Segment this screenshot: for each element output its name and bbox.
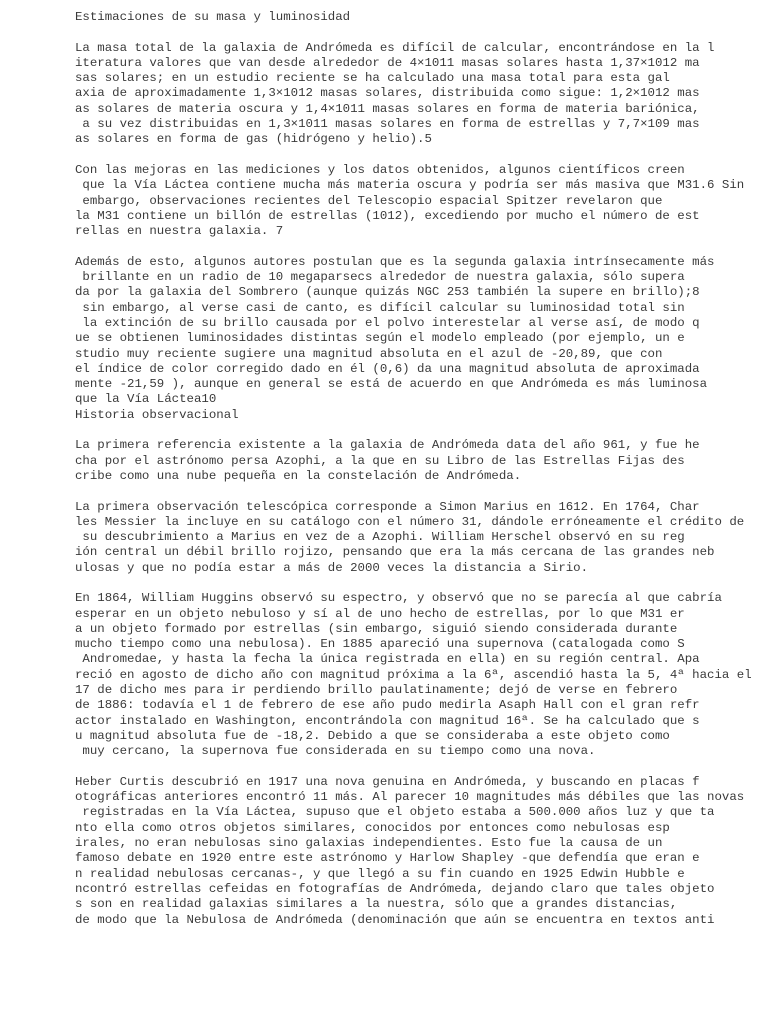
text-line: a su vez distribuidas en 1,3×1011 masas solares en forma de estrellas y 7,7×109 mas: [75, 117, 700, 132]
text-line: la M31 contiene un billón de estrellas (1012), excediendo por mucho el número de est: [75, 208, 700, 223]
text-line: En 1864, William Huggins observó su espectro, y observó que no se parecía al que cabría: [75, 591, 722, 606]
text-line: rellas en nuestra galaxia. 7: [75, 224, 284, 239]
document-body: [75, 10, 761, 943]
text-line: as solares en forma de gas (hidrógeno y helio).5: [75, 132, 432, 147]
paragraph-heading-masa: [75, 10, 761, 25]
text-line: irales, no eran nebulosas sino galaxias independientes. Esto fue la causa de un: [75, 836, 663, 851]
text-line: as solares de materia oscura y 1,4×1011 masas solares en forma de materia bariónica,: [75, 101, 700, 116]
paragraph-primera-observacion: [75, 500, 761, 576]
text-line: Estimaciones de su masa y luminosidad: [75, 10, 351, 24]
text-line: da por la galaxia del Sombrero (aunque quizás NGC 253 también la supere en brillo);8: [75, 285, 700, 300]
text-line: la extinción de su brillo causada por el polvo interestelar al verse así, de modo q: [75, 315, 700, 330]
text-line: studio muy reciente sugiere una magnitud absoluta en el azul de -20,89, que con: [75, 346, 663, 361]
text-line: La primera observación telescópica corresponde a Simon Marius en 1612. En 1764, Char: [75, 499, 700, 514]
text-line: les Messier la incluye en su catálogo con el número 31, dándole erróneamente el crédito de: [75, 514, 745, 529]
text-line: Además de esto, algunos autores postulan que es la segunda galaxia intrínsecamente más: [75, 254, 715, 269]
text-line: su descubrimiento a Marius en vez de a Azophi. William Herschel observó en su reg: [75, 530, 685, 545]
text-line: n realidad nebulosas cercanas-, y que llegó a su fin cuando en 1925 Edwin Hubble e: [75, 866, 685, 881]
text-line: ión central un débil brillo rojizo, pensando que era la más cercana de las grandes neb: [75, 545, 715, 560]
text-line: cha por el astrónomo persa Azophi, a la que en su Libro de las Estrellas Fijas des: [75, 453, 685, 468]
text-line: ulosas y que no podía estar a más de 2000 veces la distancia a Sirio.: [75, 560, 589, 575]
text-line: famoso debate en 1920 entre este astrónomo y Harlow Shapley -que defendía que eran e: [75, 851, 700, 866]
text-line: iteratura valores que van desde alrededor de 4×1011 masas solares hasta 1,37×1012 ma: [75, 55, 700, 70]
text-line: brillante en un radio de 10 megaparsecs alrededor de nuestra galaxia, sólo supera: [75, 270, 685, 285]
text-line: otográficas anteriores encontró 11 más. Al parecer 10 magnitudes más débiles que las novas: [75, 790, 745, 805]
text-line: esperar en un objeto nebuloso y sí al de uno hecho de estrellas, por lo que M31 er: [75, 606, 685, 621]
paragraph-mejoras: [75, 163, 761, 239]
paragraph-masa-total: [75, 41, 761, 148]
text-line: La primera referencia existente a la galaxia de Andrómeda data del año 961, y fue he: [75, 438, 700, 453]
text-line: ue se obtienen luminosidades distintas según el modelo empleado (por ejemplo, un e: [75, 331, 685, 346]
text-line: muy cercano, la supernova fue considerada en su tiempo como una nova.: [75, 744, 596, 759]
text-line: Con las mejoras en las mediciones y los datos obtenidos, algunos científicos creen: [75, 162, 685, 177]
paragraph-huggins: [75, 591, 761, 759]
text-line: Historia observacional: [75, 407, 239, 422]
text-line: actor instalado en Washington, encontrándola con magnitud 16ª. Se ha calculado que s: [75, 713, 700, 728]
text-line: Andromedae, y hasta la fecha la única registrada en ella) en su región central. Apa: [75, 652, 700, 667]
text-line: nto ella como otros objetos similares, conocidos por entonces como nebulosas esp: [75, 820, 670, 835]
text-line: el índice de color corregido dado en él (0,6) da una magnitud absoluta de aproximada: [75, 361, 700, 376]
text-line: mente -21,59 ), aunque en general se está de acuerdo en que Andrómeda es más luminosa: [75, 377, 708, 392]
paragraph-curtis: [75, 775, 761, 928]
text-line: que la Vía Láctea contiene mucha más materia oscura y podría ser más masiva que M31.6 Sin: [75, 178, 745, 193]
text-line: sin embargo, al verse casi de canto, es difícil calcular su luminosidad total sin: [75, 300, 685, 315]
text-line: de 1886: todavía el 1 de febrero de ese año pudo medirla Asaph Hall con el gran refr: [75, 698, 700, 713]
text-line: de modo que la Nebulosa de Andrómeda (denominación que aún se encuentra en textos anti: [75, 912, 715, 927]
paragraph-primera-referencia: [75, 438, 761, 484]
text-line: 17 de dicho mes para ir perdiendo brillo paulatinamente; dejó de verse en febrero: [75, 683, 678, 698]
text-line: axia de aproximadamente 1,3×1012 masas solares, distribuida como sigue: 1,2×1012 mas: [75, 86, 700, 101]
text-line: Heber Curtis descubrió en 1917 una nova genuina en Andrómeda, y buscando en placas f: [75, 774, 700, 789]
text-line: embargo, observaciones recientes del Telescopio espacial Spitzer revelaron que: [75, 193, 663, 208]
text-line: La masa total de la galaxia de Andrómeda es difícil de calcular, encontrándose en la l: [75, 40, 715, 55]
paragraph-ademas: [75, 255, 761, 423]
text-line: mucho tiempo como una nebulosa). En 1885 apareció una supernova (catalogada como S: [75, 637, 685, 652]
text-line: a un objeto formado por estrellas (sin embargo, siguió siendo considerada durante: [75, 621, 678, 636]
text-line: u magnitud absoluta fue de -18,2. Debido a que se consideraba a este objeto como: [75, 728, 670, 743]
text-line: que la Vía Láctea10: [75, 392, 217, 407]
text-line: sas solares; en un estudio reciente se ha calculado una masa total para esta gal: [75, 71, 670, 86]
text-line: cribe como una nube pequeña en la constelación de Andrómeda.: [75, 468, 522, 483]
text-line: s son en realidad galaxias similares a la nuestra, sólo que a grandes distancias,: [75, 897, 678, 912]
text-line: reció en agosto de dicho año con magnitud próxima a la 6ª, ascendió hasta la 5, 4ª hacia el: [75, 667, 752, 682]
text-line: ncontró estrellas cefeidas en fotografías de Andrómeda, dejando claro que tales objeto: [75, 881, 715, 896]
text-line: registradas en la Vía Láctea, supuso que el objeto estaba a 500.000 años luz y que ta: [75, 805, 715, 820]
